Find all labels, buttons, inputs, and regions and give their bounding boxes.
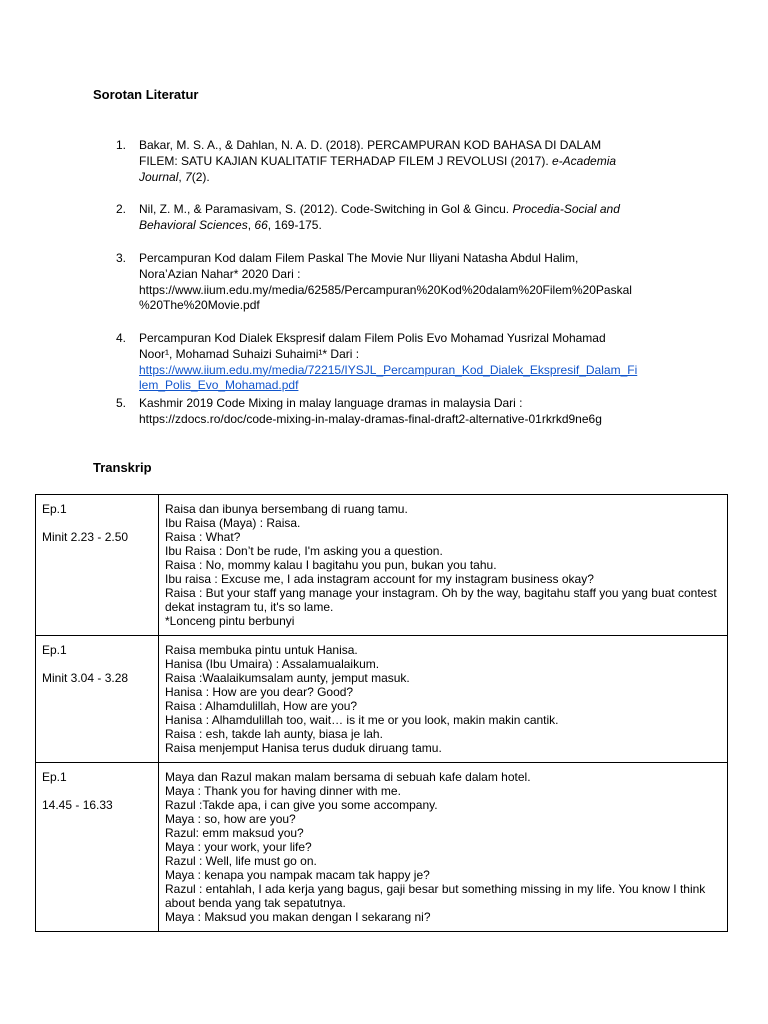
reference-number: 1. (116, 138, 127, 152)
dialogue-line: Raisa :Waalaikumsalam aunty, jemput masuk. (165, 671, 410, 685)
reference-number: 4. (116, 331, 127, 345)
reference-link[interactable]: https://www.iium.edu.my/media/72215/IYSJL_Percampuran_Kod_Dialek_Ekspresif_Dalam_Fi (139, 362, 638, 377)
episode-cell (36, 495, 159, 636)
reference-item (116, 138, 684, 185)
dialogue-line: Ibu Raisa (Maya) : Raisa. (165, 516, 301, 530)
reference-item (116, 251, 684, 314)
table-row (36, 636, 728, 763)
transcript-table (35, 494, 728, 932)
reference-link-line[interactable] (139, 378, 684, 394)
episode-cell (36, 763, 159, 932)
reference-line: Percampuran Kod Dialek Ekspresif dalam Filem Polis Evo Mohamad Yusrizal Mohamad (139, 331, 606, 345)
dialogue-line: Ibu Raisa : Don’t be rude, I'm asking you a question. (165, 544, 443, 558)
time-range: 14.45 - 16.33 (42, 798, 113, 812)
episode-cell (36, 636, 159, 763)
reference-item (116, 202, 684, 234)
reference-line: Bakar, M. S. A., & Dahlan, N. A. D. (2018). PERCAMPURAN KOD BAHASA DI DALAM (139, 138, 602, 152)
dialogue-cell (159, 495, 728, 636)
reference-line: https://zdocs.ro/doc/code-mixing-in-malay-dramas-final-draft2-alternative-01rkrkd9ne6g (139, 411, 602, 426)
reference-item (116, 331, 684, 394)
dialogue-line: Hanisa : Alhamdulillah too, wait… is it me or you look, makin makin cantik. (165, 713, 559, 727)
reference-number: 5. (116, 396, 127, 410)
transcript-heading: Transkrip (93, 460, 152, 475)
dialogue-line: Razul: emm maksud you? (165, 826, 304, 840)
episode-label: Ep.1 (42, 770, 67, 784)
reference-line: Nil, Z. M., & Paramasivam, S. (2012). Code-Switching in Gol & Gincu. Procedia-Social and (139, 202, 620, 216)
episode-label: Ep.1 (42, 643, 67, 657)
reference-number: 3. (116, 251, 127, 265)
dialogue-line: *Lonceng pintu berbunyi (165, 614, 295, 628)
dialogue-cell (159, 636, 728, 763)
dialogue-line: Raisa : What? (165, 530, 241, 544)
dialogue-line: Raisa : No, mommy kalau I bagitahu you pun, bukan you tahu. (165, 558, 497, 572)
time-range: Minit 3.04 - 3.28 (42, 671, 129, 685)
time-range: Minit 2.23 - 2.50 (42, 530, 129, 544)
reference-line: Nora’Azian Nahar* 2020 Dari : (139, 266, 301, 281)
reference-line: FILEM: SATU KAJIAN KUALITATIF TERHADAP FILEM J REVOLUSI (2017). e-Academia (139, 153, 617, 168)
episode-label: Ep.1 (42, 502, 67, 516)
dialogue-line: Razul : entahlah, I ada kerja yang bagus, gaji besar but something missing in my life. You know I think about benda yang tak sepatutnya. (165, 882, 706, 910)
reference-line: Behavioral Sciences, 66, 169-175. (139, 217, 322, 232)
table-row (36, 763, 728, 932)
reference-line: %20The%20Movie.pdf (139, 298, 260, 313)
dialogue-line: Maya : so, how are you? (165, 812, 296, 826)
dialogue-line: Maya dan Razul makan malam bersama di sebuah kafe dalam hotel. (165, 770, 531, 784)
dialogue-line: Raisa dan ibunya bersembang di ruang tamu. (165, 502, 408, 516)
table-row (36, 495, 728, 636)
dialogue-line: Raisa menjemput Hanisa terus duduk diruang tamu. (165, 741, 442, 755)
reference-link-line[interactable] (139, 363, 684, 379)
dialogue-line: Hanisa : How are you dear? Good? (165, 685, 354, 699)
reference-link[interactable]: lem_Polis_Evo_Mohamad.pdf (139, 378, 299, 393)
dialogue-line: Raisa membuka pintu untuk Hanisa. (165, 643, 358, 657)
reference-number: 2. (116, 202, 127, 216)
dialogue-line: Raisa : esh, takde lah aunty, biasa je lah. (165, 727, 383, 741)
dialogue-cell (159, 763, 728, 932)
dialogue-line: Raisa : But your staff yang manage your instagram. Oh by the way, bagitahu staff you yang buat contest dekat instagram tu, it's so lame. (165, 586, 717, 614)
reference-line: https://www.iium.edu.my/media/62585/Percampuran%20Kod%20dalam%20Filem%20Paskal (139, 282, 632, 297)
reference-line: Kashmir 2019 Code Mixing in malay language dramas in malaysia Dari : (139, 396, 523, 410)
reference-item (116, 396, 684, 428)
dialogue-line: Maya : Thank you for having dinner with me. (165, 784, 401, 798)
dialogue-line: Maya : your work, your life? (165, 840, 312, 854)
dialogue-line: Maya : kenapa you nampak macam tak happy je? (165, 868, 430, 882)
dialogue-line: Raisa : Alhamdulillah, How are you? (165, 699, 358, 713)
dialogue-line: Hanisa (Ibu Umaira) : Assalamualaikum. (165, 657, 380, 671)
reference-line: Noor¹, Mohamad Suhaizi Suhaimi¹* Dari : (139, 346, 360, 361)
dialogue-line: Razul : Well, life must go on. (165, 854, 317, 868)
literature-review-heading: Sorotan Literatur (93, 87, 199, 102)
reference-line: Journal, 7(2). (139, 169, 210, 184)
dialogue-line: Maya : Maksud you makan dengan I sekarang ni? (165, 910, 431, 924)
dialogue-line: Ibu raisa : Excuse me, I ada instagram account for my instagram business okay? (165, 572, 594, 586)
reference-line: Percampuran Kod dalam Filem Paskal The Movie Nur Iliyani Natasha Abdul Halim, (139, 251, 579, 265)
dialogue-line: Razul :Takde apa, i can give you some accompany. (165, 798, 438, 812)
